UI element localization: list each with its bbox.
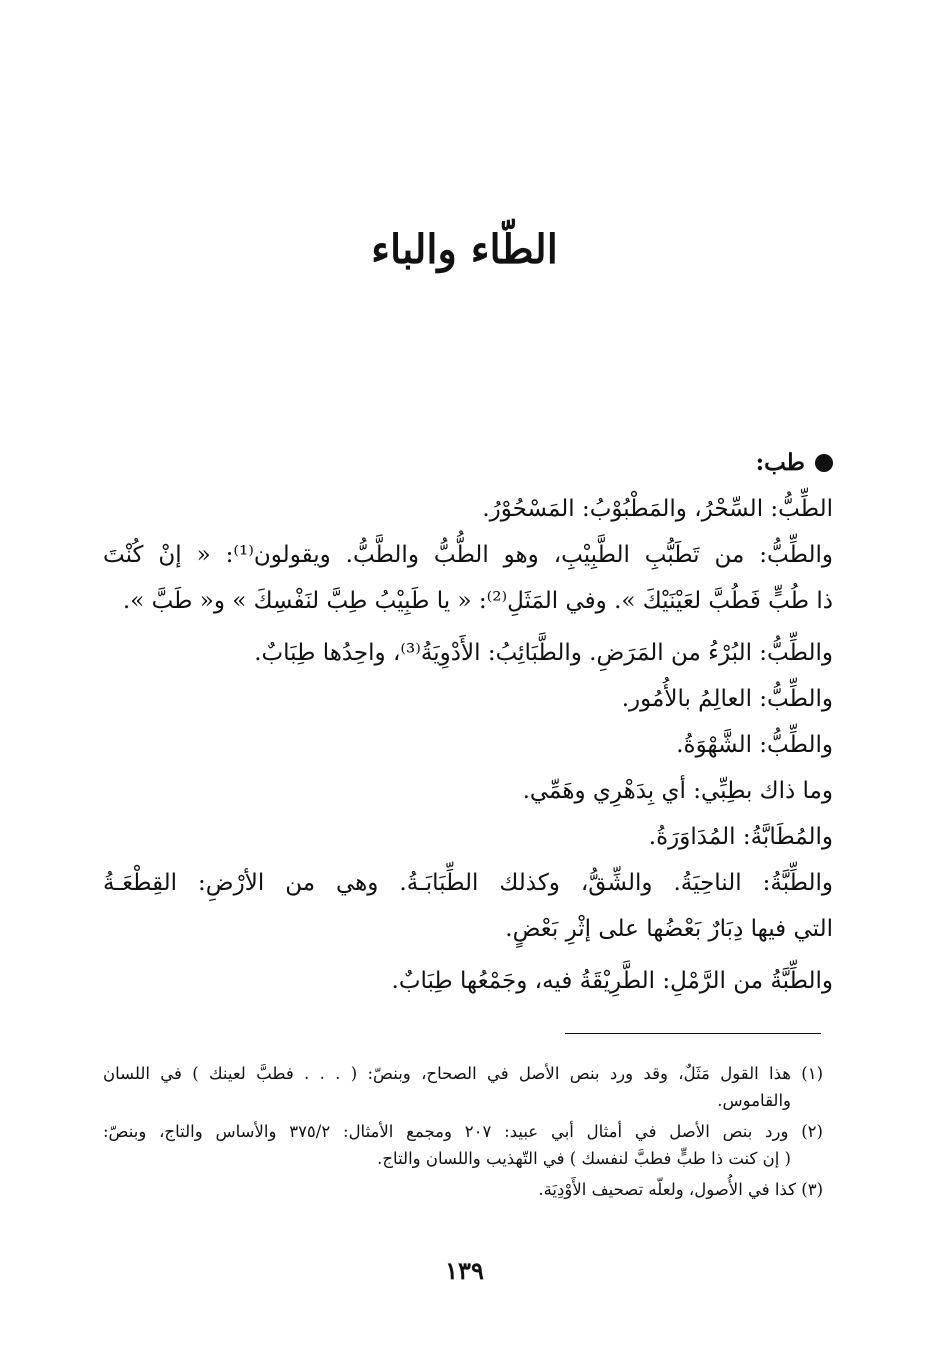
entry-line: والطِّبُّ: من تَطَبُّبِ الطَّبِيْبِ، وهو الطُّبُّ والطَّبُّ. ويقولون⁽¹⁾: « إنْ كُنْتَ [103, 542, 833, 568]
bullet-icon [815, 454, 833, 472]
footnote-2-line: ( إن كنت ذا طبٍّ فطبَّ لنفسك ) في التّهذيب واللسان والتاج. [377, 1149, 791, 1168]
footnote-1-line: والقاموس. [717, 1091, 791, 1110]
entry-line: والطِّبَّةُ: الناحِيَةُ. والشِّقُّ، وكذلك الطِّبَابَـةُ. وهي من الأرْضِ: القِطْعَـةُ [103, 870, 833, 896]
footnote-separator [565, 1033, 821, 1034]
footnotes [103, 1060, 823, 1203]
footnote-3-line: (٣) كذا في الأُصول، ولعلّه تصحيف الأَوْدِيَة. [538, 1180, 823, 1199]
entry-line: وما ذاك بطِبِّي: أي بِدَهْرِي وهَمِّي. [522, 778, 833, 804]
page-number: ١٣٩ [445, 1256, 484, 1285]
entry-line: والطِّبُّ: الشَّهْوَةُ. [676, 732, 833, 758]
entry-line: الطِّبُّ: السِّحْرُ، والمَطْبُوْبُ: المَسْحُوْرُ. [482, 496, 833, 522]
entry-line: والطِّبَّةُ من الرَّمْلِ: الطَّرِيْقَةُ فيه، وجَمْعُها طِبَابٌ. [391, 968, 833, 994]
entry-line: والمُطَابَّةُ: المُدَاوَرَةُ. [648, 824, 833, 850]
entry-line: والطِّبُّ: العالِمُ بالأُمُور. [621, 686, 833, 712]
entry-line: ذا طُبٍّ فَطُبَّ لعَيْنَيْكَ ». وفي المَثَلِ⁽²⁾: « يا طَبِيْبُ طِبَّ لنَفْسِكَ » و« طَبَّ ». [122, 588, 833, 614]
entry-headword-row [103, 440, 833, 486]
entry-headword: طب: [755, 449, 805, 476]
footnote-1-line: (١) هذا القول مَثَلٌ، وقد ورد بنص الأصل في الصحاح، وبنصّ: ( . . . فطبَّ لعينك ) في اللسان [103, 1064, 823, 1083]
chapter-title: الطّاء والباء [371, 226, 558, 273]
entry-line: التي فيها دِبَارٌ بَعْضُها على إثْرِ بَعْضٍ. [505, 916, 833, 942]
footnote-2-line: (٢) ورد بنص الأصل في أمثال أبي عبيد: ٢٠٧ ومجمع الأمثال: ٣٧٥/٢ والأساس والتاج، وبنصّ: [103, 1122, 823, 1141]
entry-body [103, 440, 833, 1004]
entry-line: والطِّبُّ: البُرْءُ من المَرَضِ. والطَّبَائِبُ: الأَدْوِيَةُ⁽³⁾، واحِدُها طِبَابٌ. [254, 640, 833, 666]
